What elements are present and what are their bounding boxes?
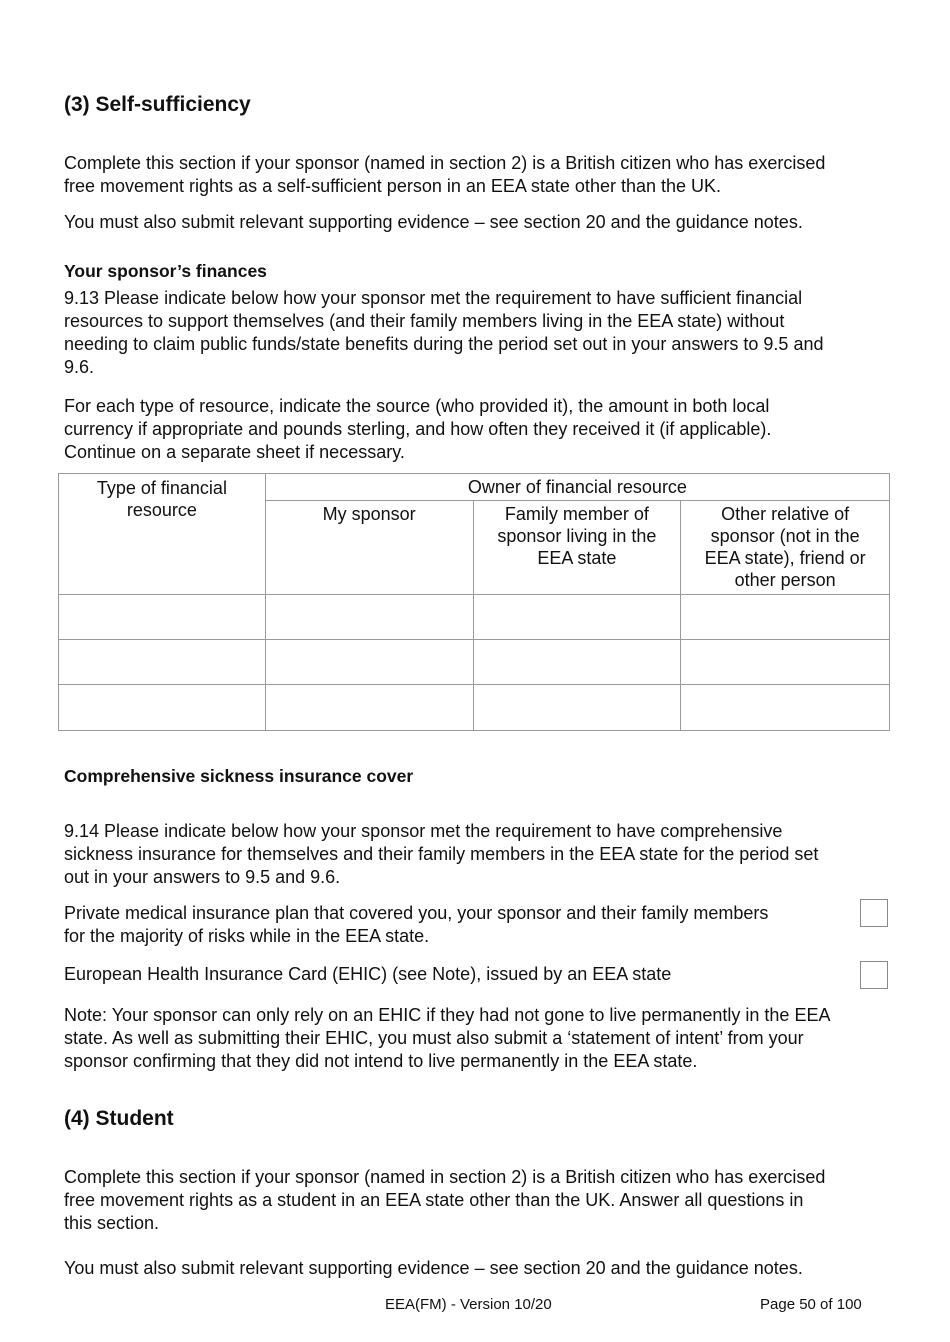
other-relative-cell[interactable] — [681, 595, 890, 640]
section-4-intro: Complete this section if your sponsor (named in section 2) is a British citizen who has exercised free movement rights as a student in an EEA state other than the UK. Answer all questions in this section. — [64, 1167, 826, 1233]
section-3-evidence: You must also submit relevant supporting evidence – see section 20 and the guidance notes. — [64, 212, 803, 232]
other-relative-cell[interactable] — [681, 640, 890, 685]
my-sponsor-cell[interactable] — [265, 595, 473, 640]
financial-resources-table — [58, 473, 890, 731]
section-3-heading: (3) Self-sufficiency — [64, 93, 251, 116]
my-sponsor-cell[interactable] — [265, 685, 473, 731]
private-insurance-checkbox[interactable] — [860, 899, 888, 927]
family-member-cell[interactable] — [473, 595, 681, 640]
option-private-insurance-label: Private medical insurance plan that covered you, your sponsor and their family members for the majority of risks while in the EEA state. — [64, 903, 769, 946]
header-owner: Owner of financial resource — [265, 474, 889, 501]
header-type-of-resource: Type of financial resource — [59, 474, 266, 595]
family-member-cell[interactable] — [473, 685, 681, 731]
resource-type-cell[interactable] — [59, 595, 266, 640]
header-family-member: Family member of sponsor living in the EEA state — [473, 501, 681, 595]
finances-heading: Your sponsor’s finances — [64, 261, 267, 281]
option-ehic-label: European Health Insurance Card (EHIC) (see Note), issued by an EEA state — [64, 964, 672, 984]
table-row — [59, 595, 890, 640]
family-member-cell[interactable] — [473, 640, 681, 685]
section-4-heading: (4) Student — [64, 1107, 174, 1130]
ehic-checkbox[interactable] — [860, 961, 888, 989]
table-row — [59, 640, 890, 685]
my-sponsor-cell[interactable] — [265, 640, 473, 685]
header-my-sponsor: My sponsor — [265, 501, 473, 595]
insurance-heading: Comprehensive sickness insurance cover — [64, 766, 414, 786]
question-9-13: 9.13 Please indicate below how your sponsor met the requirement to have sufficient financial resources to support themselves (and their family members living in the EEA state) without needing to claim public funds/state benefits during the period set out in your answers to 9.5 and 9.6. — [64, 288, 824, 377]
other-relative-cell[interactable] — [681, 685, 890, 731]
section-3-intro: Complete this section if your sponsor (named in section 2) is a British citizen who has exercised free movement rights as a self-sufficient person in an EEA state other than the UK. — [64, 153, 826, 196]
table-row — [59, 685, 890, 731]
section-4-evidence: You must also submit relevant supporting evidence – see section 20 and the guidance notes. — [64, 1258, 803, 1278]
resource-type-cell[interactable] — [59, 685, 266, 731]
resource-instructions: For each type of resource, indicate the source (who provided it), the amount in both local currency if appropriate and pounds sterling, and how often they received it (if applicable). Continue on a separate sheet if necessary. — [64, 396, 772, 462]
question-9-14: 9.14 Please indicate below how your sponsor met the requirement to have comprehensive sickness insurance for themselves and their family members in the EEA state for the period set out in your answers to 9.5 and 9.6. — [64, 821, 819, 887]
ehic-note: Note: Your sponsor can only rely on an EHIC if they had not gone to live permanently in the EEA state. As well as submitting their EHIC, you must also submit a ‘statement of intent’ from your sponsor confirming that they did not intend to live permanently in the EEA state. — [64, 1005, 831, 1071]
footer-page-number: Page 50 of 100 — [760, 1296, 862, 1313]
header-other-relative: Other relative of sponsor (not in the EEA state), friend or other person — [681, 501, 890, 595]
footer-version: EEA(FM) - Version 10/20 — [385, 1296, 552, 1313]
resource-type-cell[interactable] — [59, 640, 266, 685]
